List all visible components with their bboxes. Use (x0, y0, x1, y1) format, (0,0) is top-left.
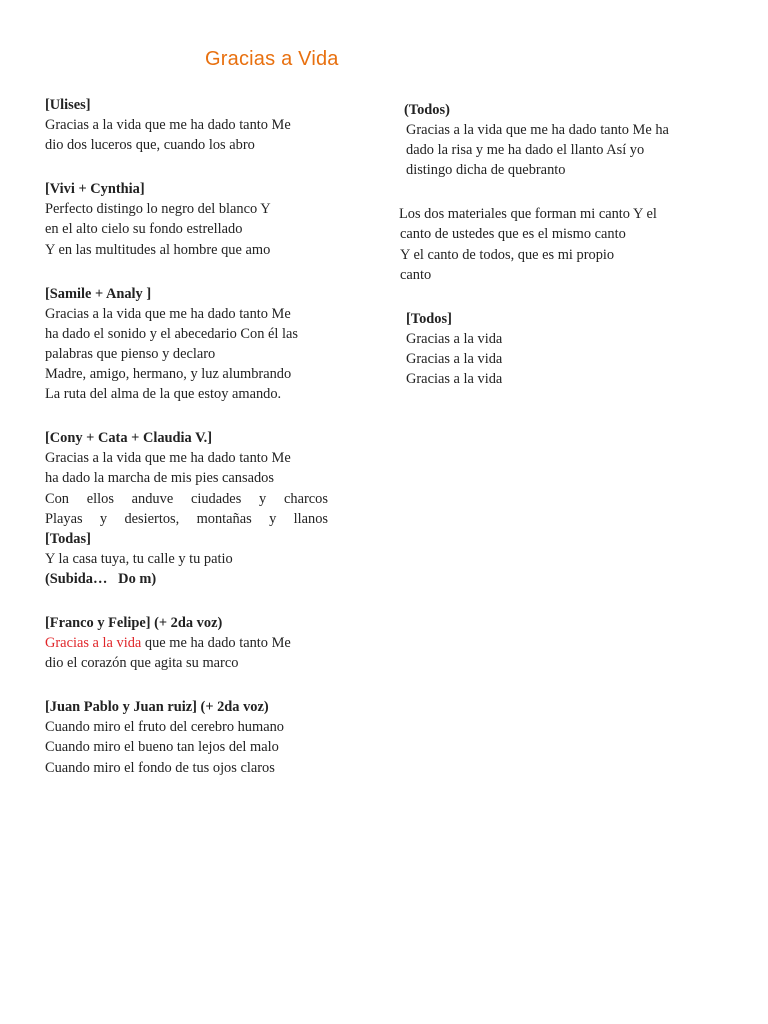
verse-los-dos-materiales (398, 204, 728, 284)
verse-heading: [Franco y Felipe] (+ 2da voz) (45, 614, 223, 631)
verse-todos-2 (398, 309, 728, 389)
verse-line: canto (400, 266, 432, 283)
word: llanos (293, 510, 328, 527)
word: ellos (86, 490, 114, 507)
verse-line: Gracias a la vida (406, 330, 503, 347)
verse-line: Perfecto distingo lo negro del blanco Y (45, 201, 271, 218)
verse-subheading: [Todas] (45, 530, 91, 547)
word: desiertos, (124, 510, 180, 527)
verse-line: Y en las multitudes al hombre que amo (45, 241, 271, 258)
verse-cony-cata-claudia (45, 428, 345, 589)
verse-line: Gracias a la vida (406, 350, 503, 367)
verse-line: Cuando miro el fruto del cerebro humano (45, 719, 284, 736)
verse-line: Gracias a la vida (406, 371, 503, 388)
verse-line: Y la casa tuya, tu calle y tu patio (45, 550, 233, 567)
verse-line: distingo dicha de quebranto (406, 162, 566, 179)
verse-heading: [Cony + Cata + Claudia V.] (45, 430, 212, 447)
verse-line-justified (45, 489, 328, 509)
word: Con (45, 490, 69, 507)
verse-line: ha dado la marcha de mis pies cansados (45, 470, 274, 487)
verse-heading: [Juan Pablo y Juan ruiz] (+ 2da voz) (45, 699, 269, 716)
verse-line: Cuando miro el fondo de tus ojos claros (45, 759, 275, 776)
word: charcos (283, 490, 328, 507)
verse-heading: [Vivi + Cynthia] (45, 181, 145, 198)
verse-heading: [Ulises] (45, 97, 91, 113)
verse-heading: [Samile + Analy ] (45, 285, 152, 302)
verse-heading: (Todos) (404, 102, 450, 118)
verse-line: La ruta del alma de la que estoy amando. (45, 386, 282, 403)
verse-line-justified (45, 509, 328, 529)
page-title: Gracias a Vida (205, 48, 339, 70)
verse-line: Gracias a la vida que me ha dado tanto Me ha (406, 122, 669, 139)
word: y (99, 510, 108, 527)
verse-todos-1 (398, 100, 728, 180)
verse-line: Gracias a la vida que me ha dado tanto Me (45, 450, 291, 467)
verse-line: dio el corazón que agita su marco (45, 655, 239, 672)
verse-line: Y el canto de todos, que es mi propio (400, 246, 615, 263)
verse-line (45, 633, 345, 653)
left-column (45, 95, 345, 778)
word: anduve (131, 490, 174, 507)
verse-franco-felipe (45, 613, 345, 673)
verse-ulises (45, 95, 345, 155)
verse-line: ha dado el sonido y el abecedario Con él las (45, 325, 298, 342)
verse-line: Madre, amigo, hermano, y luz alumbrando (45, 366, 292, 383)
verse-line: Los dos materiales que forman mi canto Y el (399, 206, 657, 223)
word: Playas (45, 510, 83, 527)
word: montañas (196, 510, 252, 527)
verse-line: Cuando miro el bueno tan lejos del malo (45, 739, 279, 756)
verse-heading: [Todos] (406, 310, 452, 327)
word: y (269, 510, 277, 527)
verse-line: dado la risa y me ha dado el llanto Así yo (406, 142, 645, 159)
verse-line: Gracias a la vida que me ha dado tanto Me (45, 305, 291, 322)
highlighted-text: Gracias a la vida (45, 635, 142, 652)
verse-line: en el alto cielo su fondo estrellado (45, 221, 243, 238)
verse-line: palabras que pienso y declaro (45, 345, 216, 362)
verse-samile-analy (45, 284, 345, 405)
verse-vivi-cynthia (45, 179, 345, 259)
chord-note: (Subida… Do m) (45, 570, 157, 587)
verse-line: canto de ustedes que es el mismo canto (400, 226, 626, 243)
word: y (259, 490, 267, 507)
verse-line-rest: que me ha dado tanto Me (141, 635, 291, 652)
word: ciudades (190, 490, 242, 507)
verse-line: Gracias a la vida que me ha dado tanto Me (45, 117, 291, 134)
verse-line: dio dos luceros que, cuando los abro (45, 137, 255, 154)
right-column (398, 100, 728, 389)
verse-juan-pablo-juan-ruiz (45, 697, 345, 777)
